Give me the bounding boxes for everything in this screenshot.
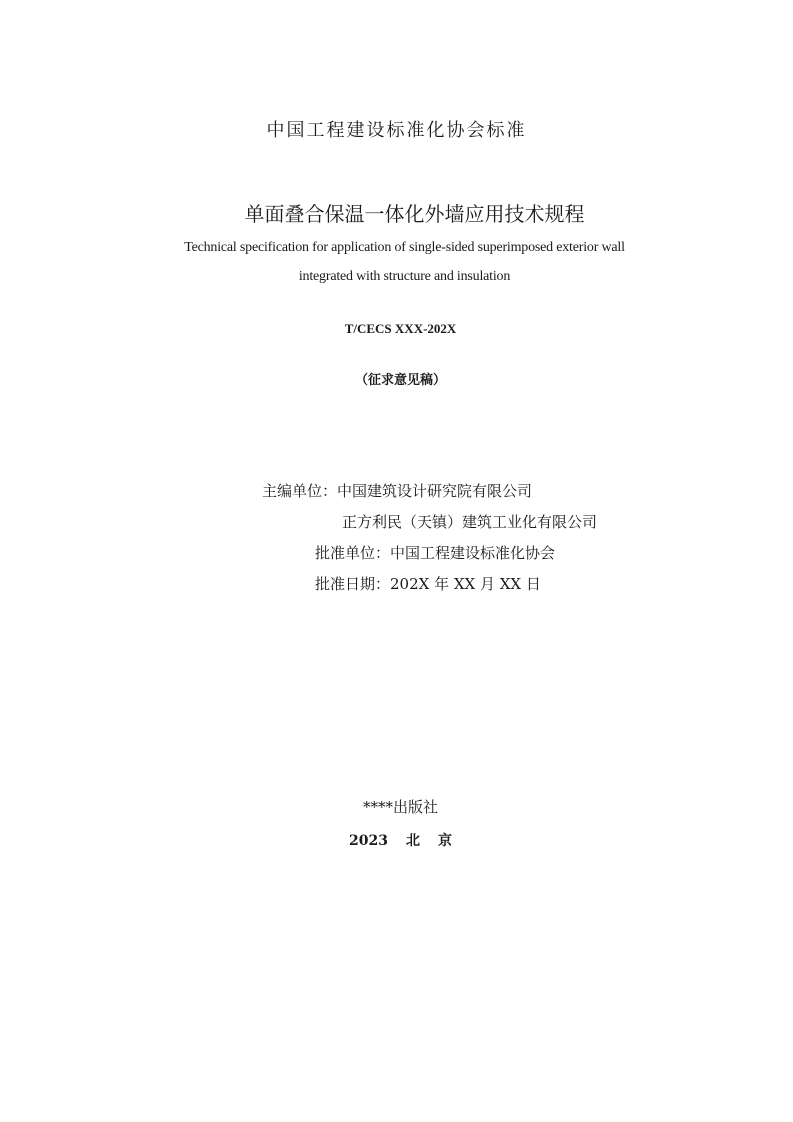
document-title-cn: 单面叠合保温一体化外墙应用技术规程 bbox=[244, 202, 585, 226]
approver-row bbox=[315, 542, 555, 563]
publication-city-char-2: 京 bbox=[437, 833, 452, 849]
chief-editor-1: 中国建筑设计研究院有限公司 bbox=[337, 482, 533, 500]
publication-city-char-1: 北 bbox=[405, 833, 420, 849]
standard-code: T/CECS XXX-202X bbox=[344, 321, 457, 336]
chief-editor-row bbox=[262, 480, 532, 501]
chief-editor-2: 正方利民（天镇）建筑工业化有限公司 bbox=[342, 513, 598, 531]
document-title-en-line2: integrated with structure and insulation bbox=[298, 269, 511, 284]
association-heading: 中国工程建设标准化协会标准 bbox=[266, 120, 527, 141]
publisher: ****出版社 bbox=[362, 798, 438, 816]
chief-editor-2-row bbox=[342, 511, 597, 532]
publication-place-year bbox=[4, 830, 793, 850]
document-title-en-line1: Technical specification for application of single-sided superimposed exterior wall bbox=[184, 240, 625, 255]
approval-date-row bbox=[315, 573, 541, 594]
draft-status: （征求意见稿） bbox=[354, 373, 446, 388]
approval-date-value: 202X 年 XX 月 XX 日 bbox=[390, 575, 541, 593]
approver-label: 批准单位： bbox=[315, 544, 391, 562]
approval-date-label: 批准日期： bbox=[315, 575, 391, 593]
approver-value: 中国工程建设标准化协会 bbox=[390, 544, 556, 562]
publication-year: 2023 bbox=[349, 833, 388, 849]
chief-editor-label: 主编单位： bbox=[262, 482, 338, 500]
